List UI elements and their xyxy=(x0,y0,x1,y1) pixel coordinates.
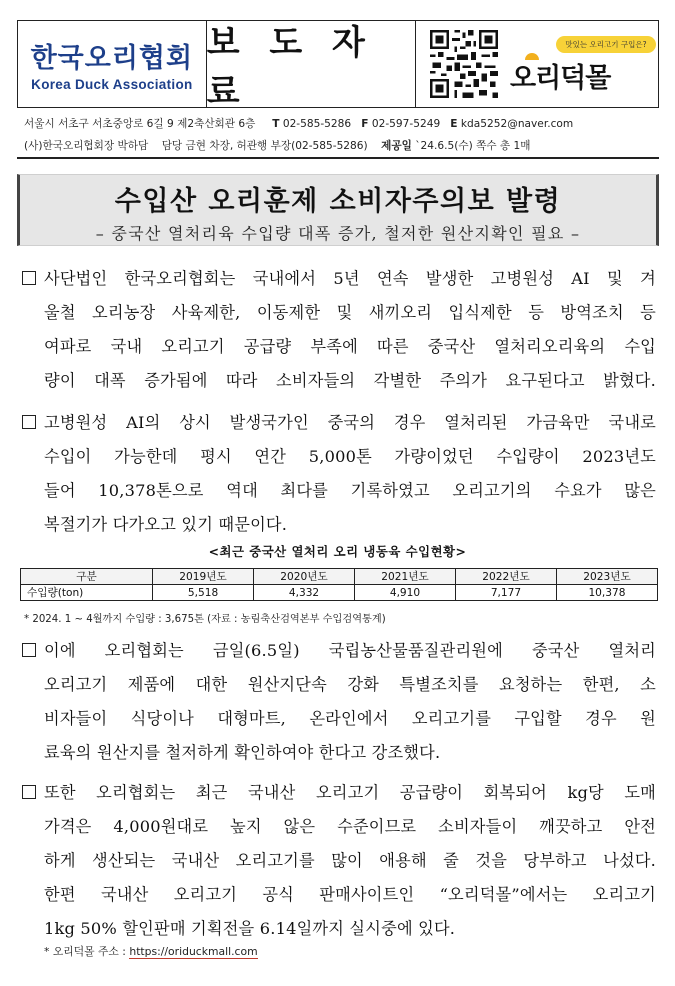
paragraph-line: 오리고기 제품에 대한 원산지단속 강화 특별조치를 요청하는 한편, 소 xyxy=(44,675,656,694)
headline: 수입산 오리훈제 소비자주의보 발령 xyxy=(114,186,562,217)
table-header-cell: 2023년도 xyxy=(556,569,657,585)
tel-number: 02-585-5286 xyxy=(282,118,352,130)
paragraph-line: 고병원성 AI의 상시 발생국가인 중국의 경우 열처리된 가금육만 국내로 xyxy=(44,413,656,432)
doc-type-title: 보 도 자 료 xyxy=(207,21,416,107)
import-volume-table xyxy=(20,568,658,601)
paragraph-text xyxy=(44,406,656,542)
table-header-cell: 2019년도 xyxy=(153,569,254,585)
bullet-square-icon xyxy=(22,643,36,657)
table-cell: 4,910 xyxy=(355,585,456,601)
bullet-square-icon xyxy=(22,415,36,429)
table-row-label: 수입량(ton) xyxy=(21,585,153,601)
paragraph-line: 여파로 국내 오리고기 공급량 부족에 따른 중국산 열처리오리육의 수입 xyxy=(44,337,656,356)
press-release-header xyxy=(17,20,659,112)
paragraph-line: 또한 오리협회는 최근 국내산 오리고기 공급량이 회복되어 kg당 도매 xyxy=(44,783,656,802)
header-divider xyxy=(17,157,659,159)
paragraph-text xyxy=(44,776,656,946)
table-cell: 5,518 xyxy=(153,585,254,601)
shop-name: 오리덕몰 xyxy=(510,63,611,94)
org-name-korean: 한국오리협회 xyxy=(30,43,194,74)
address: 서울시 서초구 서초중앙로 6길 9 제2축산회관 6층 xyxy=(24,118,256,130)
oriduckmall-logo[interactable] xyxy=(510,36,658,92)
paragraph-line: 들어 10,378톤으로 역대 최다를 기록하였고 오리고기의 수요가 많은 xyxy=(44,481,656,500)
shop-address-label: * 오리덕몰 주소 : xyxy=(44,945,126,958)
bullet-square-icon xyxy=(22,271,36,285)
table-header-cell: 2020년도 xyxy=(254,569,355,585)
table-row xyxy=(21,585,658,601)
chairman: (사)한국오리협회장 박하담 xyxy=(24,140,149,152)
email-label: E xyxy=(450,118,458,130)
paragraph-line: 울철 오리농장 사육제한, 이동제한 및 새끼오리 입식제한 등 방역조치 등 xyxy=(44,303,656,322)
shop-tagline-bubble: 맛있는 오리고기 구입은? xyxy=(556,36,656,53)
association-logo xyxy=(18,21,207,107)
table-cell: 4,332 xyxy=(254,585,355,601)
tel-label: T xyxy=(272,118,280,130)
paragraph-line: 수입이 가능한데 평시 연간 5,000톤 가량이었던 수입량이 2023년도 xyxy=(44,447,656,466)
paragraph-line: 한편 국내산 오리고기 공식 판매사이트인 “오리덕몰”에서는 오리고기 xyxy=(44,885,656,904)
paragraph-line: 복절기가 다가오고 있기 때문이다. xyxy=(44,515,288,534)
qr-code-icon[interactable] xyxy=(430,30,498,98)
table-header-cell: 2021년도 xyxy=(355,569,456,585)
table-footnote: * 2024. 1 ~ 4월까지 수입량 : 3,675톤 (자료 : 농림축산검역본부 수입검역통계) xyxy=(24,614,386,625)
staff-in-charge: 담당 금현 차장, 허관행 부장(02-585-5286) xyxy=(161,140,368,152)
subheadline: – 중국산 열처리육 수입량 대폭 증가, 철저한 원산지확인 필요 – xyxy=(95,224,581,243)
paragraph-line: 비자들이 식당이나 대형마트, 온라인에서 오리고기를 구입할 경우 원 xyxy=(44,709,656,728)
bullet-square-icon xyxy=(22,785,36,799)
table-cell: 10,378 xyxy=(556,585,657,601)
paragraph-text xyxy=(44,262,656,398)
headline-box xyxy=(17,174,659,246)
paragraph-line: 료육의 원산지를 철저하게 확인하여야 한다고 강조했다. xyxy=(44,743,441,762)
paragraph-line: 량이 대폭 증가됨에 따라 소비자들의 각별한 주의가 요구된다고 밝혔다. xyxy=(44,371,656,390)
contact-line-address xyxy=(24,116,573,131)
org-name-english: Korea Duck Association xyxy=(31,77,193,92)
provided-date: `24.6.5(수) 쪽수 총 1매 xyxy=(415,140,531,152)
paragraph-line: 이에 오리협회는 금일(6.5일) 국립농산물품질관리원에 중국산 열처리 xyxy=(44,641,656,660)
shop-address-note xyxy=(44,944,258,959)
header-right-panel xyxy=(416,21,658,107)
fax-label: F xyxy=(361,118,369,130)
contact-line-staff xyxy=(24,138,531,153)
fax-number: 02-597-5249 xyxy=(371,118,441,130)
paragraph-text xyxy=(44,634,656,770)
table-header-row xyxy=(21,569,658,585)
table-caption: <최근 중국산 열처리 오리 냉동육 수입현황> xyxy=(208,544,467,559)
email-address[interactable]: kda5252@naver.com xyxy=(460,118,574,130)
table-cell: 7,177 xyxy=(455,585,556,601)
paragraph-line: 사단법인 한국오리협회는 국내에서 5년 연속 발생한 고병원성 AI 및 겨 xyxy=(44,269,656,288)
table-header-cell: 2022년도 xyxy=(455,569,556,585)
shop-url-link[interactable]: https://oriduckmall.com xyxy=(129,945,258,958)
paragraph-line: 하게 생산되는 국내산 오리고기를 많이 애용해 줄 것을 당부하고 나섰다. xyxy=(44,851,656,870)
paragraph-line: 1kg 50% 할인판매 기획전을 6.14일까지 실시중에 있다. xyxy=(44,919,456,938)
provided-date-label: 제공일 xyxy=(381,140,412,152)
table-header-cell: 구분 xyxy=(21,569,153,585)
paragraph-line: 가격은 4,000원대로 높지 않은 수준이므로 소비자들이 깨끗하고 안전 xyxy=(44,817,656,836)
